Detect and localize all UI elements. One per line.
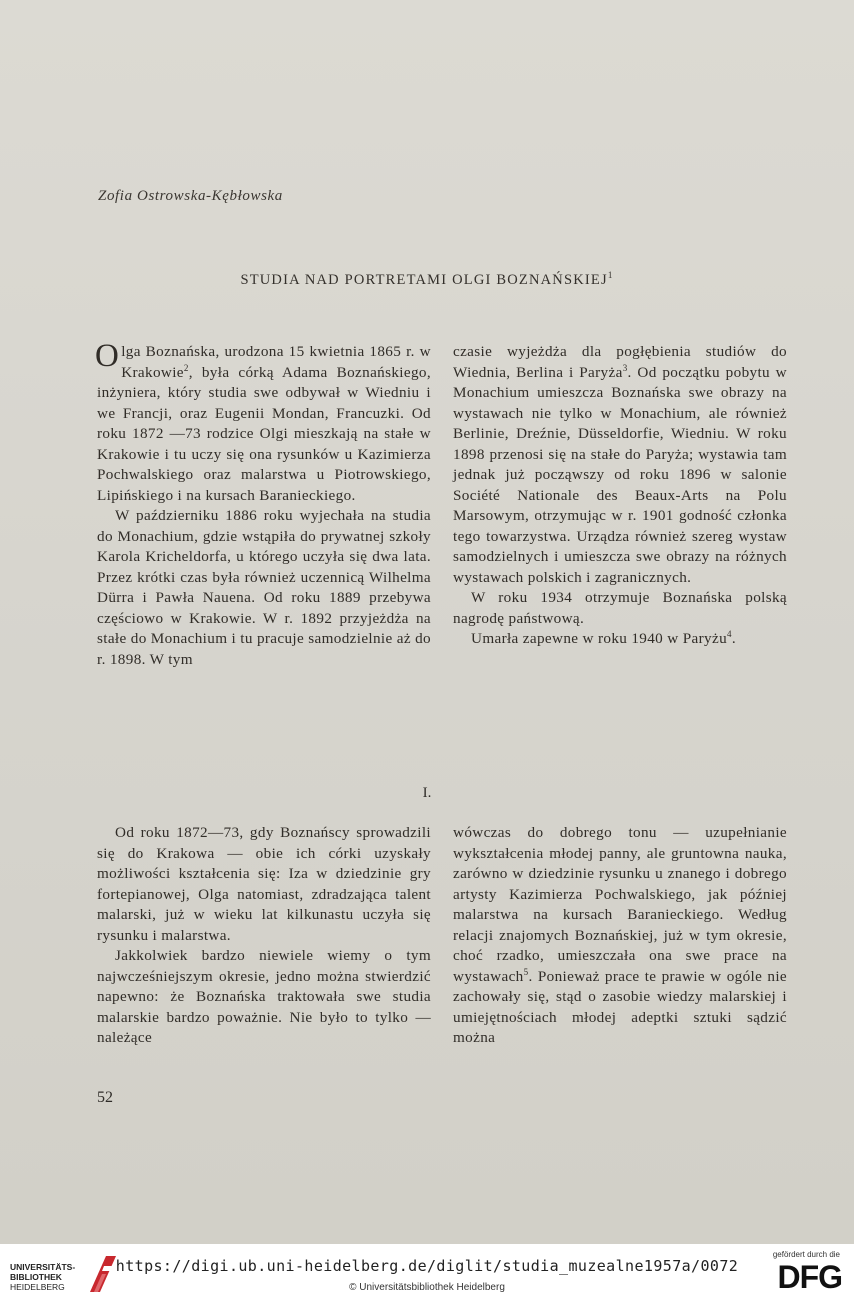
funding-label: gefördert durch die [772, 1250, 840, 1259]
paragraph-text: , była córką Adama Boznańskiego, inżyniera, który studia swe odbywał w Wiedniu i we Francji, oraz Eugenii Mondan, Francuzki. Od roku 1872 —73 rodzice Olgi mieszkają na stałe w Krakowie i tu uczy się ona rysunków u Kazimierza Pochwalskiego oraz malarstwa u Piotrowskiego, Lipińskiego i na kursach Baranieckiego. [97, 363, 431, 504]
page-number: 52 [97, 1089, 113, 1106]
section-column-left [97, 823, 431, 1049]
paragraph-text: Umarła zapewne w roku 1940 w Paryżu [471, 630, 728, 647]
paragraph-text: . Ponieważ prace te prawie w ogóle nie zachowały się, stąd o zasobie wiedzy malarskiej i umiejętnościach młodej adeptki sztuki sądzić można [453, 967, 787, 1046]
author-name: Zofia Ostrowska-Kębłowska [98, 188, 283, 204]
paragraph [453, 342, 787, 588]
permalink-url[interactable]: https://digi.ub.uni-heidelberg.de/diglit/studia_muzealne1957a/0072 [115, 1257, 739, 1275]
paragraph-text: lga Boznańska, urodzona 15 kwietnia 1865 r. w Krakowie [121, 343, 431, 381]
library-name-line: BIBLIOTHEK [10, 1272, 62, 1282]
paragraph-text: . Od początku pobytu w Monachium umieszcza Boznańska swe obrazy na wystawach nie tylko w Monachium, ale również Berlinie, Dreźnie, Düsseldorfie, Wiedniu. W roku 1898 przenosi się na stałe do Paryża; wystawia tam jednak już począwszy od roku 1896 w salonie Société Nationale des Beaux-Arts na Polu Marsowym, otrzymując w r. 1901 godność członka tego towarzystwa. Urządza również szereg wystaw samodzielnych i umieszcza swe obrazy na różnych wystawach polskich i zagranicznych. [453, 363, 787, 586]
footnote-ref: 1 [607, 270, 614, 281]
section-column-right [453, 823, 787, 1049]
paragraph [453, 629, 787, 650]
dfg-logo-icon[interactable]: DFG [777, 1259, 842, 1295]
drop-cap: O [95, 338, 120, 374]
paragraph: Od roku 1872—73, gdy Boznańscy sprowadzili się do Krakowa — obie ich córki uzyskały możliwości kształcenia się: Iza w dziedzinie gry fortepianowej, Olga natomiast, zdradzająca talent malarski, już w wieku lat kilkunastu uczyła się rysunku i malarstwa. [97, 824, 431, 944]
paragraph: W roku 1934 otrzymuje Boznańska polską nagrodę państwową. [453, 589, 787, 627]
article-title-text: STUDIA NAD PORTRETAMI OLGI BOZNAŃSKIEJ [240, 272, 608, 288]
section-number: I. [422, 785, 432, 801]
footnote-ref: 4 [727, 628, 732, 639]
paragraph: W październiku 1886 roku wyjechała na studia do Monachium, gdzie wstąpiła do prywatnej szkoły Karola Kricheldorfa, u którego uczyła się dwa lata. Przez krótki czas była również uczennicą Wilhelma Dürra i Pawła Nauena. Od roku 1889 przebywa częściowo w Krakowie. W r. 1892 przyjeżdża na stałe do Monachium i tu pracuje samodzielnie aż do r. 1898. W tym [97, 507, 431, 668]
paragraph [95, 338, 431, 506]
footnote-ref: 3 [622, 362, 628, 373]
intro-column-right [453, 342, 787, 650]
footnote-ref: 2 [183, 362, 189, 373]
paragraph-text: wówczas do dobrego tonu — uzupełnianie wykształcenia młodej panny, ale gruntowna nauka, zarówno w dziedzinie rysunku u znanego i dobrego artysty Kazimierza Pochwalskiego, jak później malarstwa na kursach Baranieckiego. Według relacji znajomych Boznańskiej, już w tym okresie, choć rzadko, umieszczała ona swe prace na wystawach [453, 824, 787, 985]
library-name-line: HEIDELBERG [10, 1282, 65, 1292]
copyright-notice: © Universitätsbibliothek Heidelberg [349, 1282, 505, 1293]
paragraph: Jakkolwiek bardzo niewiele wiemy o tym najwcześniejszym okresie, jedno można stwierdzić napewno: że Boznańska traktowała swe studia malarskie bardzo poważnie. Nie było to tylko — należące [97, 947, 431, 1046]
paragraph-text: . [731, 630, 737, 647]
footer-bar [0, 1244, 854, 1304]
paragraph-text: czasie wyjeżdża dla pogłębienia studiów do Wiednia, Berlina i Paryża [453, 343, 787, 381]
intro-column-left [95, 338, 431, 670]
paragraph [453, 823, 787, 1049]
library-name-line: UNIVERSITÄTS- [10, 1262, 76, 1272]
footnote-ref: 5 [523, 966, 529, 977]
article-title [0, 272, 854, 289]
